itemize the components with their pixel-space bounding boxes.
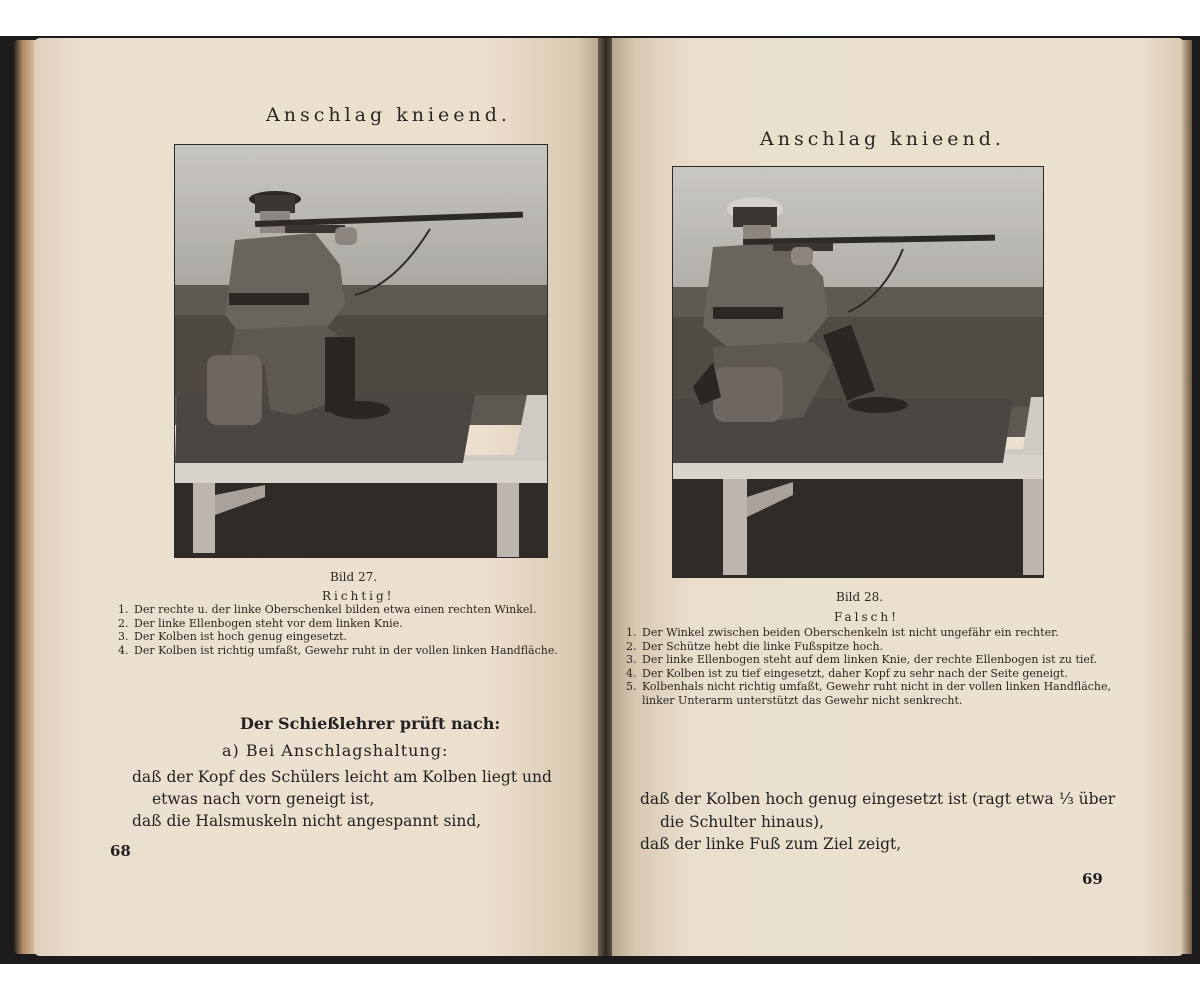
body-line: die Schulter hinaus), bbox=[660, 813, 825, 831]
page-number-left: 68 bbox=[110, 842, 131, 860]
note-item: 3. Der linke Ellenbogen steht auf dem linken Knie, der rechte Ellenbogen ist zu tief. bbox=[640, 653, 1120, 667]
note-item: 4. Der Kolben ist richtig umfaßt, Gewehr ruht in der vollen linken Handfläche. bbox=[132, 644, 600, 658]
note-item: 3. Der Kolben ist hoch genug eingesetzt. bbox=[132, 630, 600, 644]
note-item: 1. Der Winkel zwischen beiden Oberschenkeln ist nicht ungefähr ein rechter. bbox=[640, 626, 1120, 640]
left-heading: Anschlag knieend. bbox=[266, 104, 511, 126]
note-item: 2. Der linke Ellenbogen steht vor dem linken Knie. bbox=[132, 617, 600, 631]
photo-kneeling-wrong bbox=[672, 166, 1044, 578]
right-heading: Anschlag knieend. bbox=[760, 128, 1005, 150]
page-number-right: 69 bbox=[1082, 870, 1103, 888]
note-item: 4. Der Kolben ist zu tief eingesetzt, daher Kopf zu sehr nach der Seite geneigt. bbox=[640, 667, 1120, 681]
verdict-correct: Richtig! bbox=[322, 589, 395, 603]
body-line: daß der linke Fuß zum Ziel zeigt, bbox=[640, 835, 902, 853]
note-item: 5. Kolbenhals nicht richtig umfaßt, Gewehr ruht nicht in der vollen linken Handfläche, linker Unterarm unterstützt das Gewehr nicht senkrecht. bbox=[640, 680, 1120, 707]
body-line: daß der Kopf des Schülers leicht am Kolben liegt und bbox=[132, 768, 552, 786]
notes-list-correct bbox=[114, 603, 600, 657]
body-line: daß die Halsmuskeln nicht angespannt sind, bbox=[132, 812, 482, 830]
sub-title: a) Bei Anschlagshaltung: bbox=[222, 741, 449, 760]
right-page bbox=[612, 38, 1184, 956]
body-line: etwas nach vorn geneigt ist, bbox=[152, 790, 375, 808]
notes-list-wrong bbox=[622, 626, 1120, 707]
note-item: 1. Der rechte u. der linke Oberschenkel bilden etwa einen rechten Winkel. bbox=[132, 603, 600, 617]
section-title: Der Schießlehrer prüft nach: bbox=[240, 714, 501, 733]
left-page bbox=[34, 38, 600, 956]
figure-caption-28: Bild 28. bbox=[836, 590, 884, 604]
figure-caption-27: Bild 27. bbox=[330, 570, 378, 584]
body-line: daß der Kolben hoch genug eingesetzt ist (ragt etwa ⅓ über bbox=[640, 790, 1116, 808]
note-item: 2. Der Schütze hebt die linke Fußspitze hoch. bbox=[640, 640, 1120, 654]
book-edge-right bbox=[1182, 40, 1192, 954]
photo-kneeling-correct bbox=[174, 144, 548, 558]
verdict-wrong: Falsch! bbox=[834, 610, 899, 624]
book-edge-left bbox=[14, 40, 36, 954]
